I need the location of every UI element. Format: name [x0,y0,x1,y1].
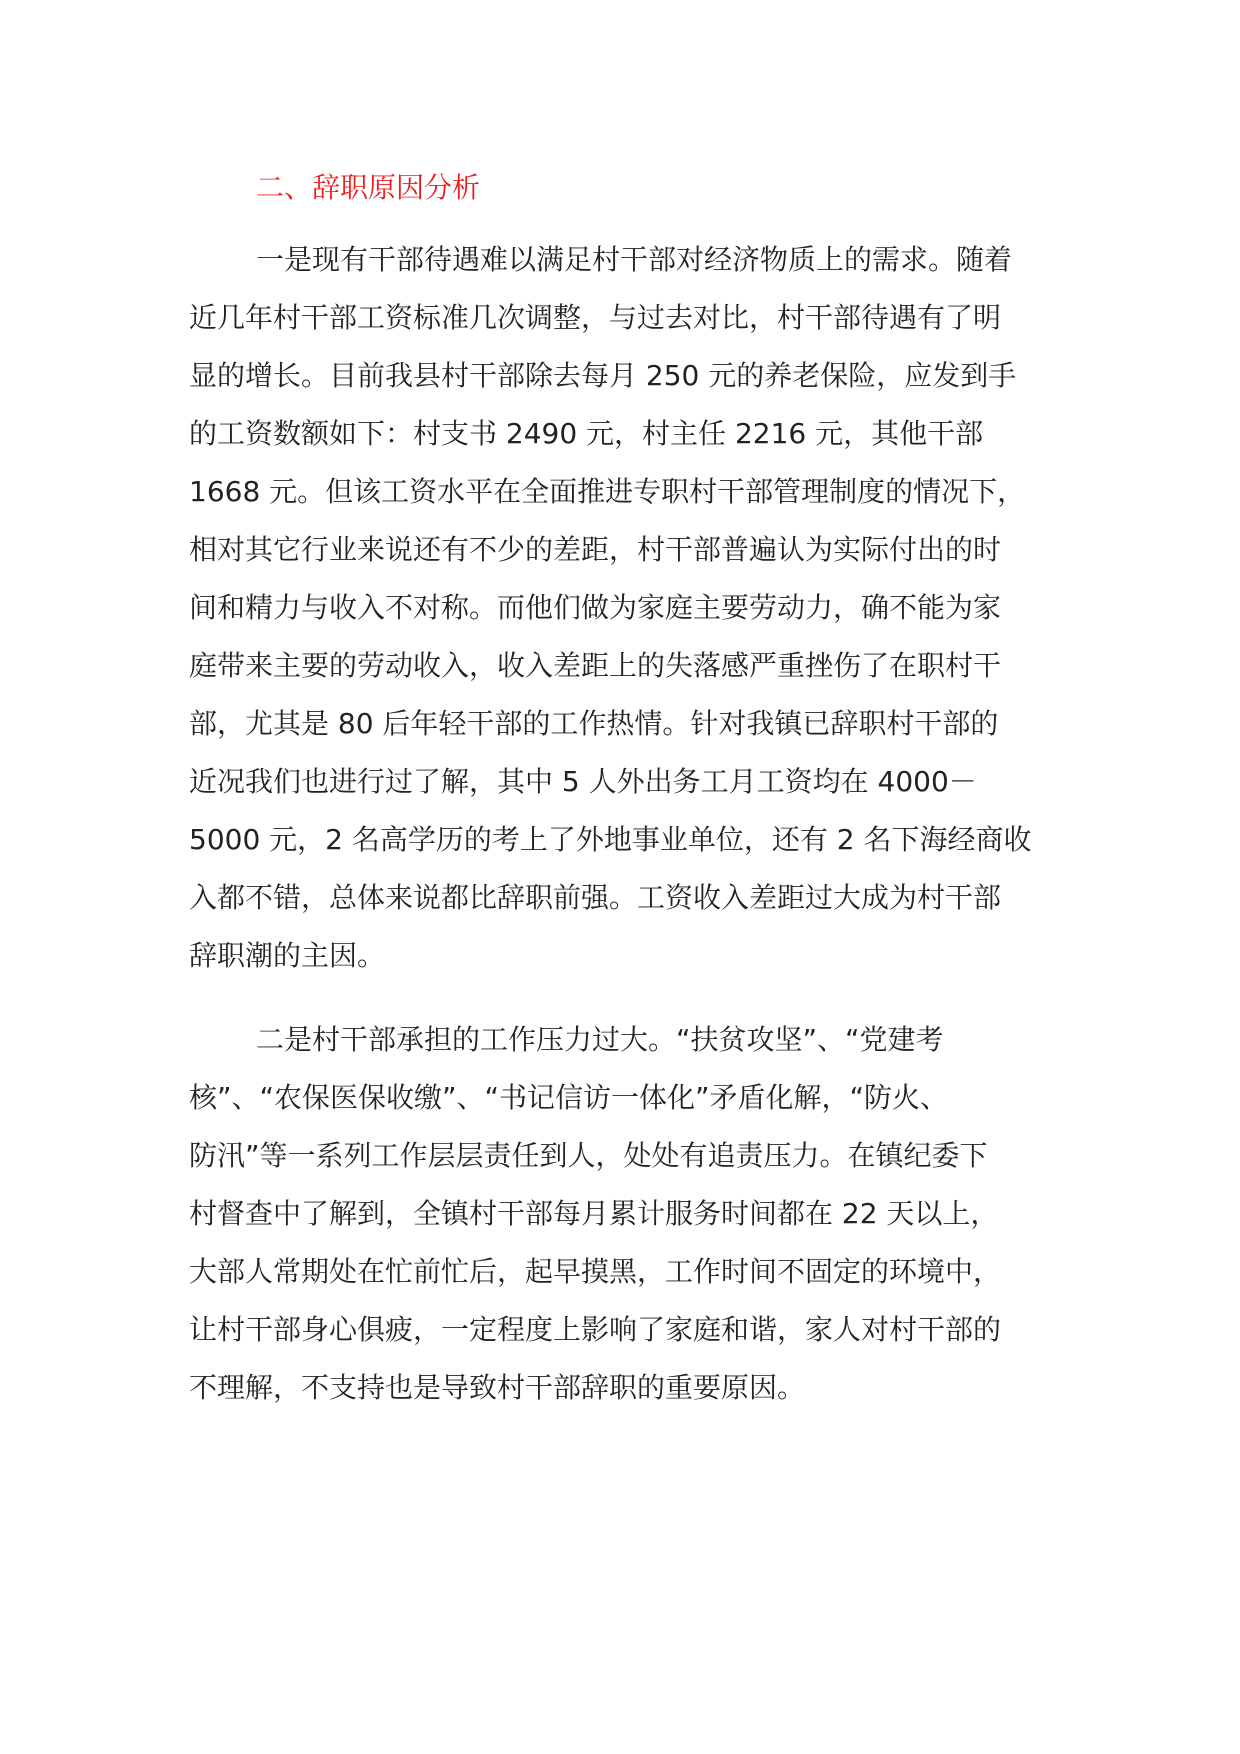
paragraph-2-line-7: 不理解，不支持也是导致村干部辞职的重要原因。 [189,1371,806,1404]
paragraph-1-line-7: 间和精力与收入不对称。而他们做为家庭主要劳动力，确不能为家 [189,591,1002,624]
paragraph-1-line-1: 一是现有干部待遇难以满足村干部对经济物质上的需求。随着 [256,243,1013,276]
paragraph-2-line-1: 二是村干部承担的工作压力过大。“扶贫攻坚”、“党建考 [256,1023,944,1056]
paragraph-2-line-2: 核”、“农保医保收缴”、“书记信访一体化”矛盾化解，“防火、 [189,1081,949,1114]
paragraph-2-line-5: 大部人常期处在忙前忙后，起早摸黑，工作时间不固定的环境中， [189,1255,1002,1288]
paragraph-1-line-2: 近几年村干部工资标准几次调整，与过去对比，村干部待遇有了明 [189,301,1002,334]
paragraph-1-line-9: 部，尤其是 80 后年轻干部的工作热情。针对我镇已辞职村干部的 [189,707,999,740]
paragraph-1-line-6: 相对其它行业来说还有不少的差距，村干部普遍认为实际付出的时 [189,533,1002,566]
paragraph-1-line-4: 的工资数额如下：村支书 2490 元，村主任 2216 元，其他干部 [189,417,984,450]
paragraph-1-line-8: 庭带来主要的劳动收入，收入差距上的失落感严重挫伤了在职村干 [189,649,1002,682]
paragraph-1-line-5: 1668 元。但该工资水平在全面推进专职村干部管理制度的情况下， [189,475,1026,508]
paragraph-1-line-11: 5000 元，2 名高学历的考上了外地事业单位，还有 2 名下海经商收 [189,823,1032,856]
paragraph-2-line-3: 防汛”等一系列工作层层责任到人，处处有追责压力。在镇纪委下 [189,1139,988,1172]
paragraph-1-line-12: 入都不错，总体来说都比辞职前强。工资收入差距过大成为村干部 [189,881,1002,914]
paragraph-1-line-10: 近况我们也进行过了解，其中 5 人外出务工月工资均在 4000－ [189,765,977,798]
paragraph-2-line-6: 让村干部身心俱疲，一定程度上影响了家庭和谐，家人对村干部的 [189,1313,1002,1346]
paragraph-2-line-4: 村督查中了解到，全镇村干部每月累计服务时间都在 22 天以上， [189,1197,999,1230]
paragraph-1-line-13: 辞职潮的主因。 [189,939,386,972]
section-heading: 二、辞职原因分析 [256,171,481,204]
paragraph-1-line-3: 显的增长。目前我县村干部除去每月 250 元的养老保险，应发到手 [189,359,1017,392]
